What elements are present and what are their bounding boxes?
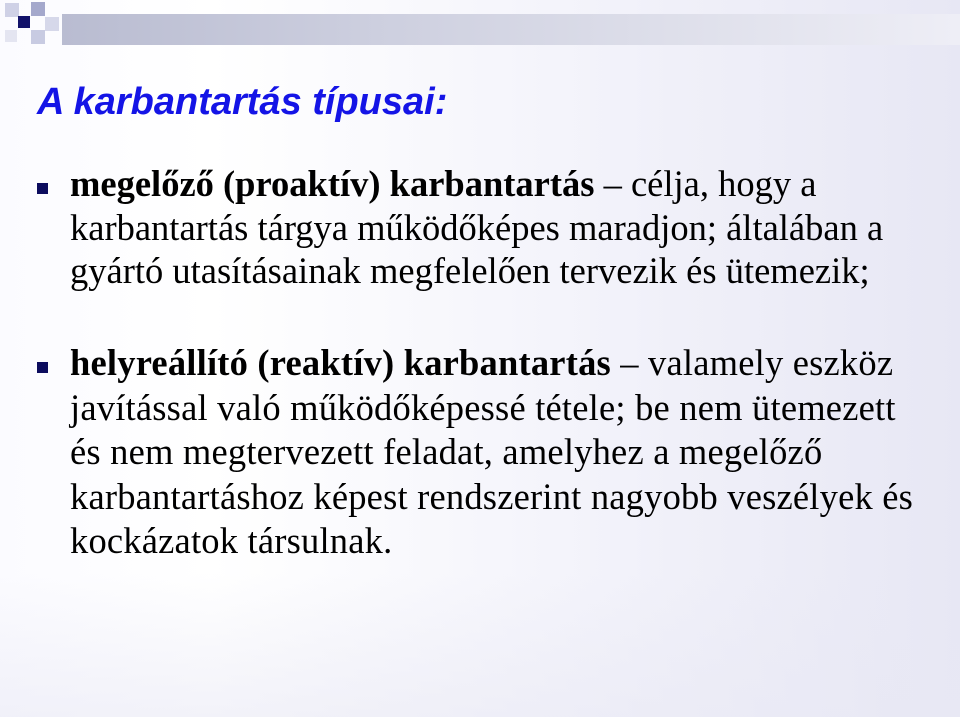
bullet-term: helyreállító (reaktív) karbantartás [70, 342, 611, 383]
bullet-item-preventive [70, 162, 883, 293]
decor-square [5, 30, 17, 42]
bullet-line: gyártó utasításainak megfelelően tervezik és ütemezik; [70, 250, 870, 291]
bullet-text: – valamely eszköz [620, 342, 894, 383]
bullet-line: és nem megtervezett feladat, amelyhez a megelőző [70, 431, 823, 472]
bullet-line [70, 341, 913, 386]
decor-square [31, 2, 45, 16]
bullet-item-corrective [70, 341, 913, 564]
decor-square [5, 3, 19, 17]
decor-pattern [0, 0, 62, 50]
bullet-line [70, 162, 883, 206]
bullet-line: javítással való működőképessé tétele; be nem ütemezett [70, 386, 896, 428]
bullet-term: megelőző (proaktív) karbantartás [70, 163, 595, 204]
decor-square [31, 30, 45, 44]
decor-square [45, 17, 59, 31]
decor-square [18, 16, 30, 28]
bullet-text: – célja, hogy a [603, 163, 817, 204]
bullet-line: karbantartás tárgya működőképes maradjon; általában a [70, 206, 884, 248]
square-bullet-icon [37, 362, 48, 373]
header-bar [62, 14, 960, 45]
bullet-line: karbantartáshoz képest rendszerint nagyobb veszélyek és [70, 475, 914, 517]
bullet-line: kockázatok társulnak. [70, 520, 393, 561]
square-bullet-icon [37, 183, 48, 194]
slide-title: A karbantartás típusai: [37, 81, 448, 123]
